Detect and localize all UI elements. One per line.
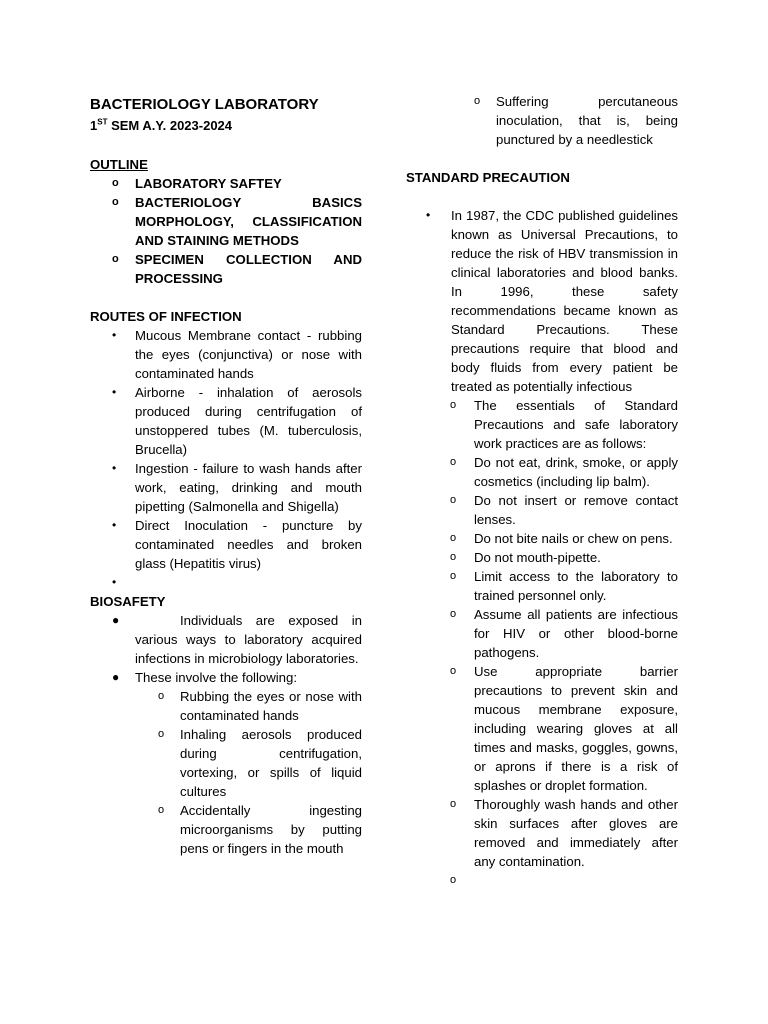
- routes-item: [90, 383, 362, 459]
- circle-bullet-icon: o: [112, 253, 119, 265]
- bullet-icon: •: [112, 518, 117, 532]
- bullet-icon: ●: [112, 613, 120, 627]
- biosafety-subitem: [90, 801, 362, 858]
- biosafety-subitem-text: Inhaling aerosols produced during centrifugation, vortexing, or spills of liquid cultures: [180, 727, 362, 799]
- document-title: BACTERIOLOGY LABORATORY: [90, 96, 319, 113]
- circle-bullet-icon: o: [112, 196, 119, 208]
- outline-item: [90, 193, 362, 250]
- standard-subitem-empty: [406, 871, 678, 890]
- bullet-icon: •: [426, 208, 431, 222]
- circle-bullet-icon: o: [474, 95, 481, 107]
- routes-heading: ROUTES OF INFECTION: [90, 309, 242, 324]
- standard-subitem-text: Do not eat, drink, smoke, or apply cosmetics (including lip balm).: [474, 455, 678, 489]
- standard-list: [406, 206, 678, 890]
- biosafety-item-text: These involve the following:: [135, 670, 298, 685]
- biosafety-subitem-text: Accidentally ingesting microorganisms by putting pens or fingers in the mouth: [180, 803, 362, 856]
- circle-bullet-icon: o: [158, 804, 165, 816]
- left-column: [90, 92, 362, 858]
- routes-item: [90, 326, 362, 383]
- circle-bullet-icon: o: [450, 494, 457, 506]
- routes-item-empty: [90, 573, 362, 592]
- standard-subitem-text: Limit access to the laboratory to trained personnel only.: [474, 569, 678, 603]
- routes-list: [90, 326, 362, 592]
- routes-item: [90, 459, 362, 516]
- biosafety-subitem: [90, 725, 362, 801]
- standard-subitem: [406, 529, 678, 548]
- biosafety-item: [90, 611, 362, 668]
- routes-item-text: Airborne - inhalation of aerosols produced during centrifugation of unstoppered tubes (M. tuberculosis, Brucella): [135, 385, 362, 457]
- document-subtitle: [90, 116, 362, 136]
- standard-subitem-text: Thoroughly wash hands and other skin surfaces after gloves are removed and immediately after any contamination.: [474, 797, 678, 869]
- bullet-icon: •: [112, 461, 117, 475]
- outline-item: [90, 174, 362, 193]
- continued-item: [406, 92, 678, 149]
- standard-subitem-text: Assume all patients are infectious for HIV or other blood-borne pathogens.: [474, 607, 678, 660]
- circle-bullet-icon: o: [450, 551, 457, 563]
- circle-bullet-icon: o: [450, 570, 457, 582]
- subtitle-ordinal: 1: [90, 118, 98, 133]
- standard-precaution-heading: STANDARD PRECAUTION: [406, 170, 570, 185]
- circle-bullet-icon: o: [450, 608, 457, 620]
- standard-subitem-text: Do not insert or remove contact lenses.: [474, 493, 678, 527]
- outline-item-text: LABORATORY SAFTEY: [135, 176, 282, 191]
- standard-subitem-text: Use appropriate barrier precautions to prevent skin and mucous membrane exposure, including wearing gloves at all times and masks, goggles, gowns, or aprons if there is a risk of splashes or droplet formation.: [474, 664, 678, 793]
- circle-bullet-icon: o: [450, 798, 457, 810]
- subtitle-superscript: ST: [97, 117, 108, 127]
- routes-item-text: Mucous Membrane contact - rubbing the eyes (conjunctiva) or nose with contaminated hands: [135, 328, 362, 381]
- circle-bullet-icon: o: [450, 456, 457, 468]
- standard-subitem: [406, 491, 678, 529]
- biosafety-subitem-text: Rubbing the eyes or nose with contaminated hands: [180, 689, 362, 723]
- standard-main-item: [406, 206, 678, 396]
- outline-item: [90, 250, 362, 288]
- bullet-icon: •: [112, 575, 117, 589]
- circle-bullet-icon: o: [450, 665, 457, 677]
- routes-item: [90, 516, 362, 573]
- standard-subitem: [406, 396, 678, 453]
- circle-bullet-icon: o: [450, 874, 457, 886]
- circle-bullet-icon: o: [158, 728, 165, 740]
- bullet-icon: •: [112, 385, 117, 399]
- circle-bullet-icon: o: [158, 690, 165, 702]
- biosafety-item: [90, 668, 362, 687]
- standard-subitem: [406, 605, 678, 662]
- standard-subitem-text: Do not bite nails or chew on pens.: [474, 531, 673, 546]
- continued-item-text: Suffering percutaneous inoculation, that is, being punctured by a needlestick: [496, 94, 678, 147]
- bullet-icon: •: [112, 328, 117, 342]
- standard-subitem-text: The essentials of Standard Precautions and safe laboratory work practices are as follows:: [474, 398, 678, 451]
- biosafety-list: [90, 611, 362, 858]
- circle-bullet-icon: o: [450, 532, 457, 544]
- right-column: [406, 92, 678, 890]
- circle-bullet-icon: o: [450, 399, 457, 411]
- outline-item-text: BACTERIOLOGY BASICS MORPHOLOGY, CLASSIFICATION AND STAINING METHODS: [135, 195, 362, 248]
- standard-subitem: [406, 453, 678, 491]
- standard-subitem: [406, 795, 678, 871]
- bullet-icon: ●: [112, 670, 120, 684]
- circle-bullet-icon: o: [112, 177, 119, 189]
- biosafety-subitem: [90, 687, 362, 725]
- outline-heading: OUTLINE: [90, 157, 148, 172]
- outline-list: [90, 174, 362, 288]
- standard-main-text: In 1987, the CDC published guidelines known as Universal Precautions, to reduce the risk of HBV transmission in clinical laboratories and blood banks. In 1996, these safety recommendations became known as Standard Precautions. These precautions require that blood and body fluids from every patient be treated as potentially infectious: [451, 208, 678, 394]
- standard-subitem-text: Do not mouth-pipette.: [474, 550, 601, 565]
- routes-item-text: Direct Inoculation - puncture by contaminated needles and broken glass (Hepatitis virus): [135, 518, 362, 571]
- standard-subitem: [406, 662, 678, 795]
- standard-subitem: [406, 567, 678, 605]
- routes-item-text: Ingestion - failure to wash hands after work, eating, drinking and mouth pipetting (Salmonella and Shigella): [135, 461, 362, 514]
- standard-subitem: [406, 548, 678, 567]
- subtitle-text: SEM A.Y. 2023-2024: [107, 118, 233, 133]
- biosafety-heading: BIOSAFETY: [90, 594, 166, 609]
- right-continued-list: [406, 92, 678, 149]
- biosafety-item-text: Individuals are exposed in various ways to laboratory acquired infections in microbiology laboratories.: [135, 613, 362, 666]
- outline-item-text: SPECIMEN COLLECTION AND PROCESSING: [135, 252, 362, 286]
